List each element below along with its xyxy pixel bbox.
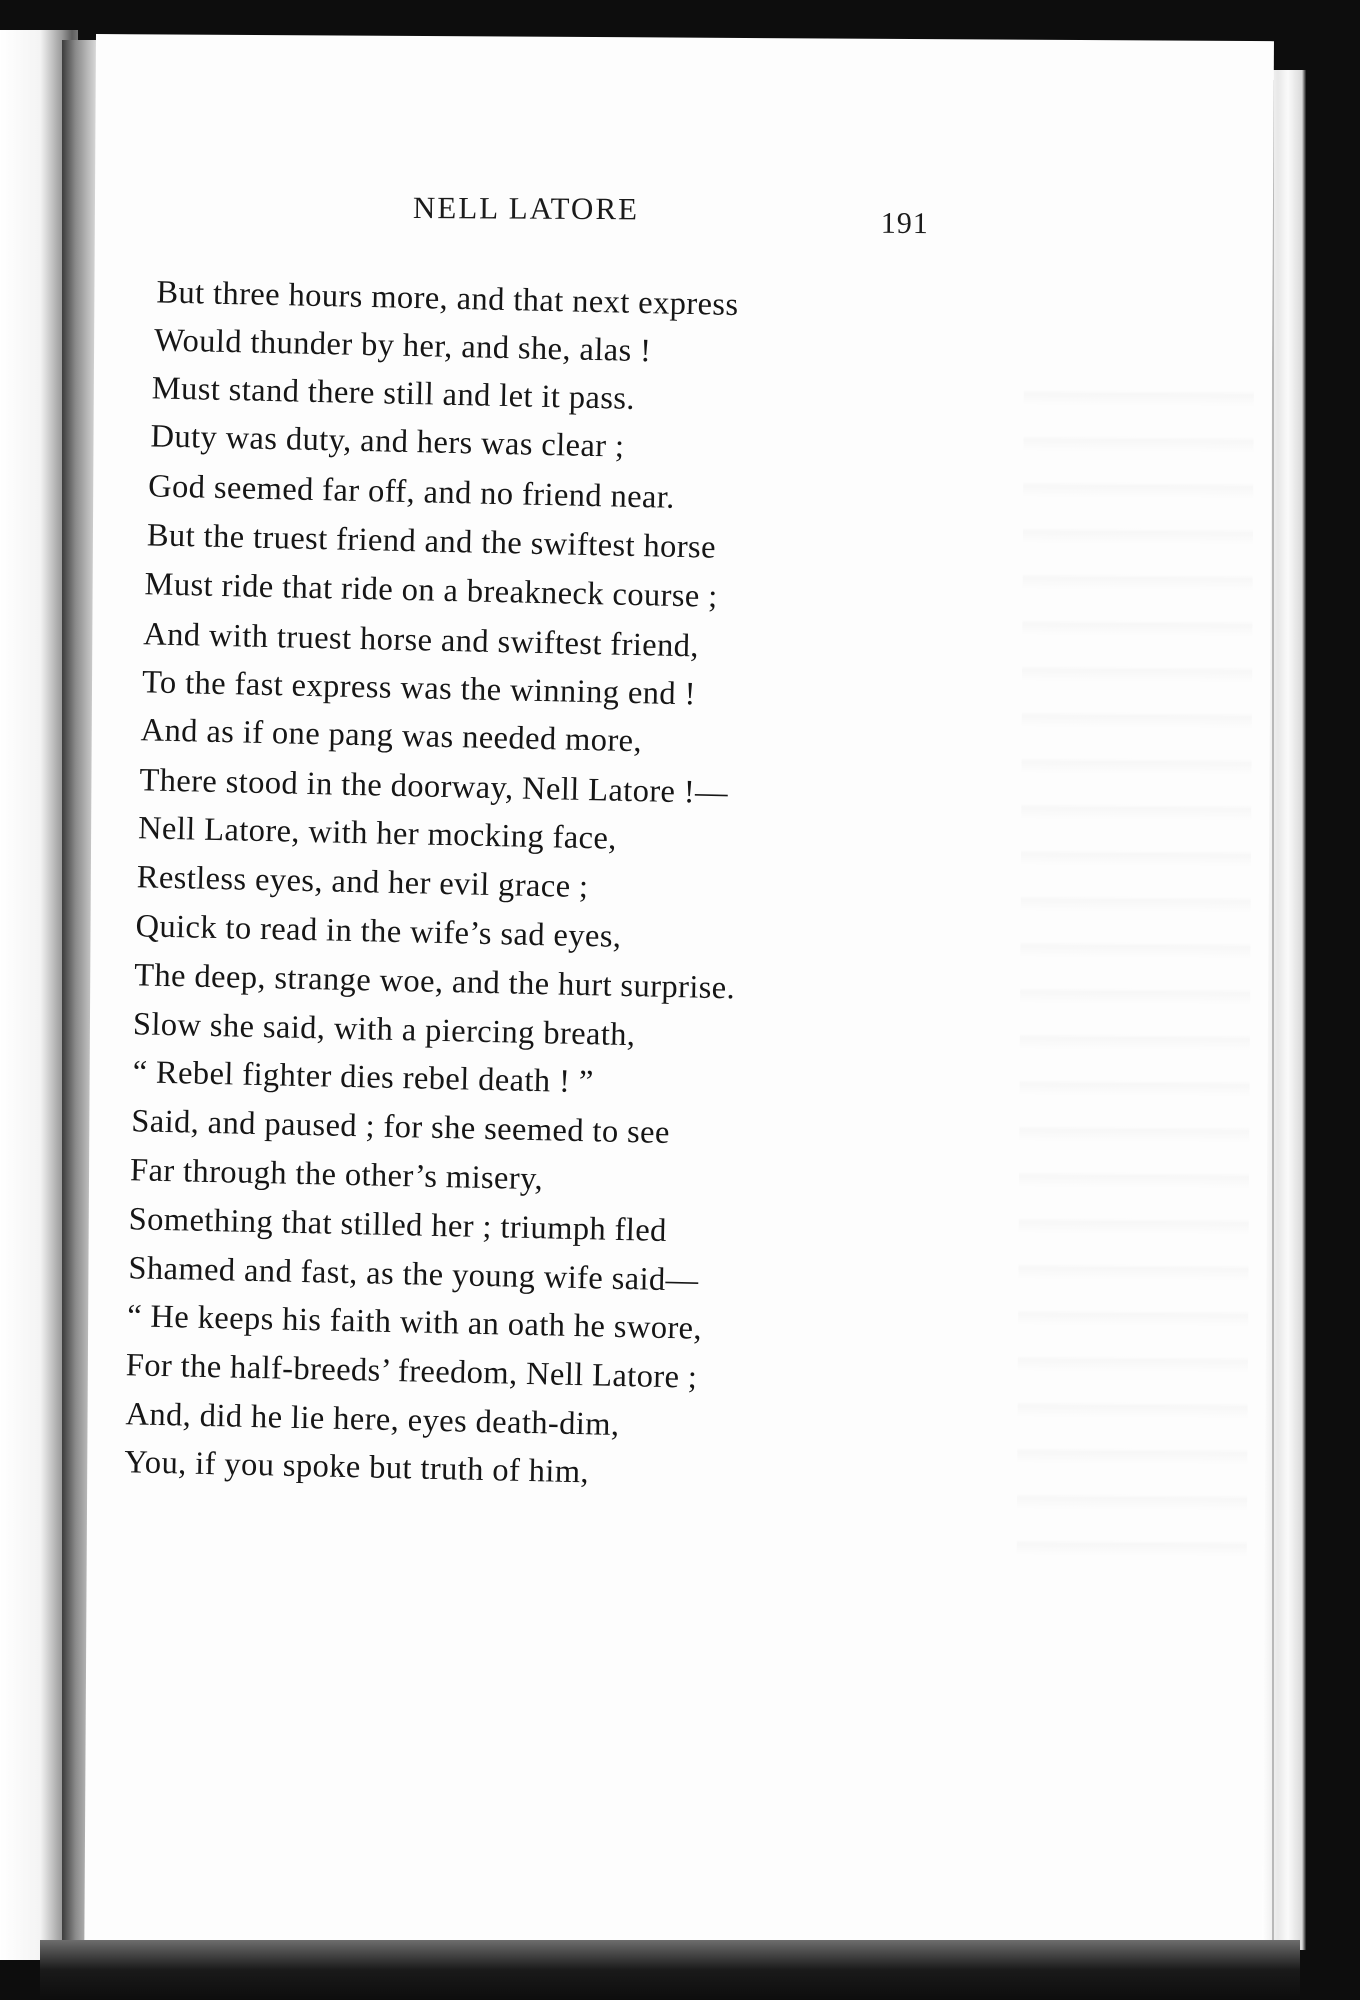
poem-line: Nell Latore, with her mocking face, [137,810,618,857]
poem-line: “ Rebel fighter dies rebel death ! ” [132,1054,595,1101]
poem-line: Restless eyes, and her evil grace ; [136,859,589,906]
poem-line: And with truest horse and swiftest friend, [142,616,700,665]
show-through [1017,360,1254,1561]
running-head: NELL LATORE [412,189,640,227]
poem-line: To the fast express was the winning end ! [141,664,697,713]
poem-line: Shamed and fast, as the young wife said— [128,1250,699,1299]
poem-line: You, if you spoke but truth of him, [123,1444,590,1491]
book-page [84,34,1274,1961]
page-number: 191 [880,206,929,241]
page-edge-line [1272,80,1274,1940]
poem-line: But the truest friend and the swiftest horse [146,517,717,566]
poem-line: Far through the other’s misery, [129,1152,544,1198]
poem-line: There stood in the doorway, Nell Latore !— [139,762,729,812]
poem-line: For the half-breeds’ freedom, Nell Latore ; [125,1347,698,1396]
poem-line: Slow she said, with a piercing breath, [132,1006,636,1054]
poem-line: Must ride that ride on a breakneck course ; [144,566,719,615]
poem-line: Something that stilled her ; triumph fled [128,1201,668,1249]
poem-line: Must stand there still and let it pass. [151,370,636,417]
poem-line: “ He keeps his faith with an oath he swore, [126,1298,703,1347]
poem-line: But three hours more, and that next express [156,274,739,324]
poem-line: Said, and paused ; for she seemed to see [130,1103,671,1151]
poem-line: And, did he lie here, eyes death-dim, [125,1396,620,1443]
poem-line: And as if one pang was needed more, [140,712,643,760]
poem-line: The deep, strange woe, and the hurt surprise. [133,957,736,1007]
page-header [95,184,1195,251]
poem-text [95,274,1195,1491]
bottom-page-shadow [40,1940,1300,2000]
poem-line: Quick to read in the wife’s sad eyes, [135,908,622,955]
poem-line: Duty was duty, and hers was clear ; [150,418,625,465]
poem-line: God seemed far off, and no friend near. [147,468,676,516]
poem-line: Would thunder by her, and she, alas ! [153,322,652,370]
